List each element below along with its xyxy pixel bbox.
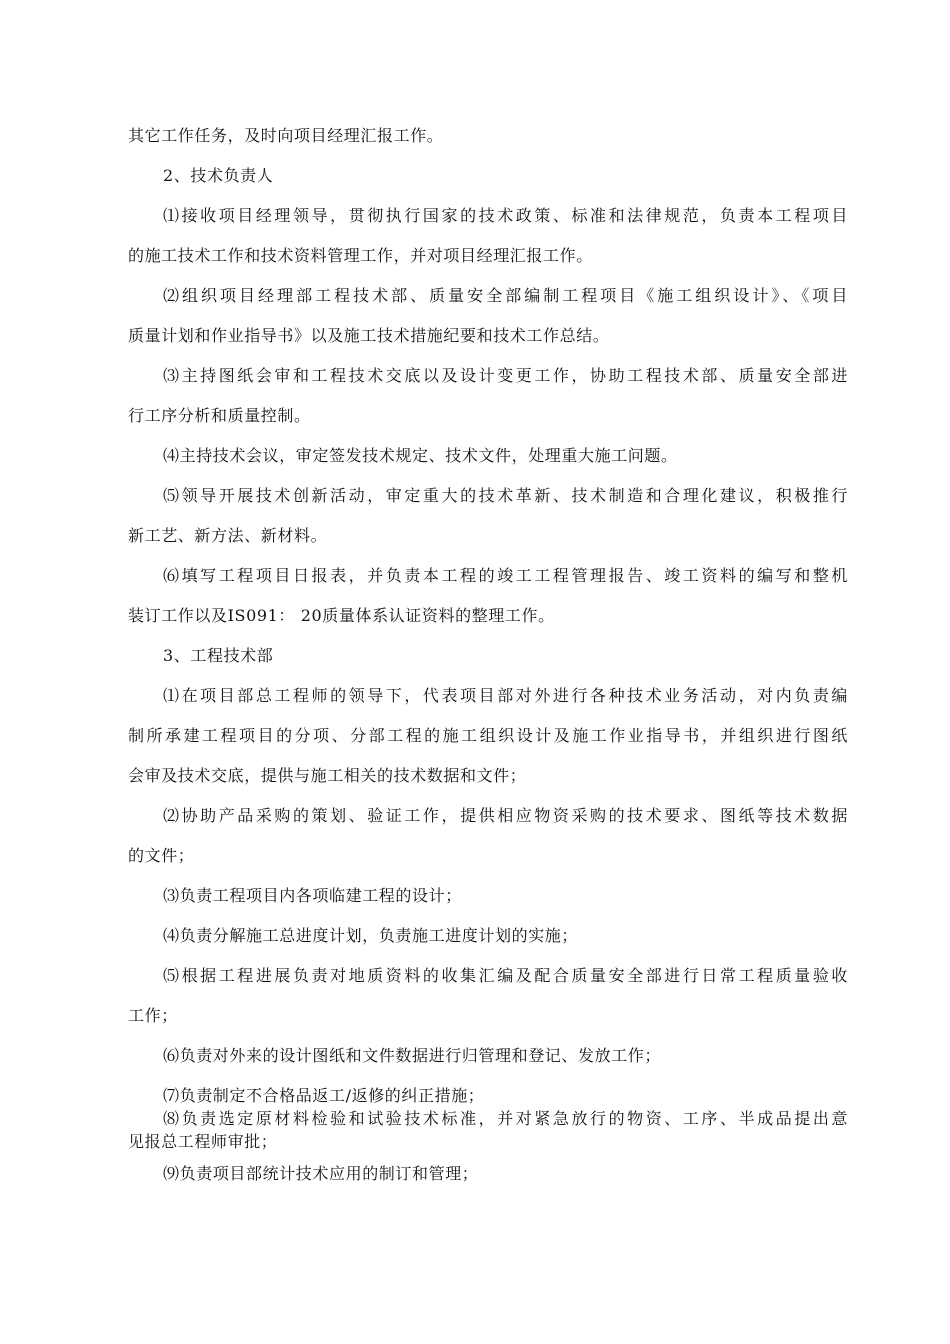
text-line: ⑸根据工程进展负责对地质资料的收集汇编及配合质量安全部进行日常工程质量验收 xyxy=(163,966,848,985)
text-line: 会审及技术交底，提供与施工相关的技术数据和文件； xyxy=(128,766,527,785)
text-line: 装订工作以及IS091： 20质量体系认证资料的整理工作。 xyxy=(128,606,555,625)
text-line: 工作； xyxy=(128,1006,178,1025)
text-line: ⑴接收项目经理领导，贯彻执行国家的技术政策、标准和法律规范，负责本工程项目 xyxy=(163,206,848,225)
text-line: ⑺负责制定不合格品返工/返修的纠正措施； xyxy=(163,1086,485,1105)
section-heading: 2、技术负责人 xyxy=(163,166,274,185)
text-line: ⑹填写工程项目日报表，并负责本工程的竣工工程管理报告、竣工资料的编写和整机 xyxy=(163,566,848,585)
text-line: ⑶主持图纸会审和工程技术交底以及设计变更工作，协助工程技术部、质量安全部进 xyxy=(163,366,848,385)
text-line: ⑴在项目部总工程师的领导下，代表项目部对外进行各种技术业务活动，对内负责编 xyxy=(163,686,848,705)
text-line: 质量计划和作业指导书》以及施工技术措施纪要和技术工作总结。 xyxy=(128,326,610,345)
text-line: 的施工技术工作和技术资料管理工作，并对项目经理汇报工作。 xyxy=(128,246,593,265)
text-line: 其它工作任务，及时向项目经理汇报工作。 xyxy=(128,126,444,145)
text-line: ⑷负责分解施工总进度计划，负责施工进度计划的实施； xyxy=(163,926,579,945)
text-line: 的文件； xyxy=(128,846,195,865)
text-line: ⑼负责项目部统计技术应用的制订和管理； xyxy=(163,1164,479,1183)
text-line: ⑶负责工程项目内各项临建工程的设计； xyxy=(163,886,462,905)
text-line: 见报总工程师审批； xyxy=(128,1132,278,1151)
text-line: ⑵协助产品采购的策划、验证工作，提供相应物资采购的技术要求、图纸等技术数据 xyxy=(163,806,848,825)
text-line: ⑵组织项目经理部工程技术部、质量安全部编制工程项目《施工组织设计》、《项目 xyxy=(163,286,848,305)
text-line: ⑷主持技术会议，审定签发技术规定、技术文件，处理重大施工问题。 xyxy=(163,446,678,465)
text-line: ⑻负责选定原材料检验和试验技术标准，并对紧急放行的物资、工序、半成品提出意 xyxy=(163,1109,848,1128)
section-heading: 3、工程技术部 xyxy=(163,646,274,665)
text-line: ⑸领导开展技术创新活动，审定重大的技术革新、技术制造和合理化建议，积极推行 xyxy=(163,486,848,505)
text-line: 新工艺、新方法、新材料。 xyxy=(128,526,328,545)
text-line: ⑹负责对外来的设计图纸和文件数据进行归管理和登记、发放工作； xyxy=(163,1046,662,1065)
text-line: 行工序分析和质量控制。 xyxy=(128,406,311,425)
text-line: 制所承建工程项目的分项、分部工程的施工组织设计及施工作业指导书，并组织进行图纸 xyxy=(128,726,848,745)
